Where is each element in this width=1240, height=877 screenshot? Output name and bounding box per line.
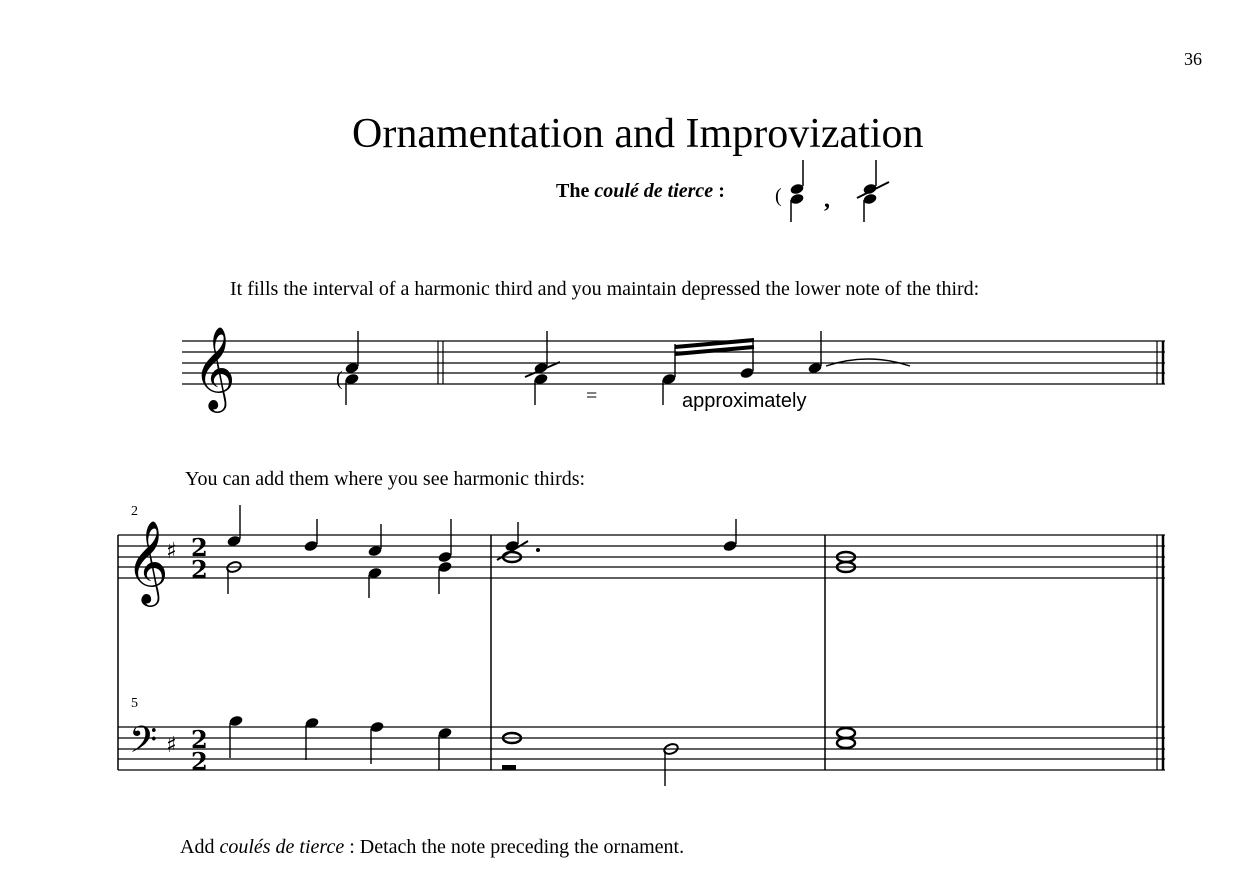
instruction-rest: : Detach the note preceding the ornament. (349, 836, 685, 858)
key-signature-sharp-icon: ♯ (166, 539, 177, 564)
time-signature-top: 2 (191, 725, 208, 754)
bass-clef-icon: 𝄢 (129, 719, 158, 770)
example1-caption: It fills the interval of a harmonic third and you maintain depressed the lower note of the third: (230, 278, 980, 300)
instruction-term: coulés de tierce (219, 836, 345, 858)
approximately-label: approximately (682, 390, 807, 412)
example2-caption: You can add them where you see harmonic thirds: (185, 468, 586, 490)
bass-measure-number: 5 (131, 696, 138, 711)
bass-staff (118, 727, 1165, 770)
time-signature-bottom: 2 (191, 555, 208, 584)
intro-suffix: : (718, 180, 725, 202)
equals-sign: = (586, 385, 598, 407)
beam (675, 347, 754, 354)
treble-clef-icon: 𝄞 (193, 325, 236, 409)
treble-staff (118, 535, 1165, 578)
whole-note-head (837, 738, 855, 748)
whole-note-head (837, 728, 855, 738)
intro-comma: , (824, 187, 830, 213)
time-signature-top: 2 (191, 533, 208, 562)
intro-ornament-symbols (775, 160, 889, 222)
treble-measure-number: 2 (131, 504, 138, 519)
page-title: Ornamentation and Improvization (352, 111, 924, 157)
time-signature-bottom: 2 (191, 747, 208, 776)
intro-term: coulé de tierce (594, 180, 714, 202)
half-rest-icon (502, 765, 516, 770)
page-number: 36 (1184, 49, 1202, 69)
intro-paren: ( (775, 185, 782, 207)
instruction-prefix: Add (180, 836, 215, 858)
intro-prefix: The (556, 180, 590, 202)
key-signature-sharp-icon: ♯ (166, 733, 177, 758)
treble-clef-icon: 𝄞 (126, 519, 169, 603)
ornament-paren: ( (336, 368, 343, 390)
dot (536, 548, 540, 552)
